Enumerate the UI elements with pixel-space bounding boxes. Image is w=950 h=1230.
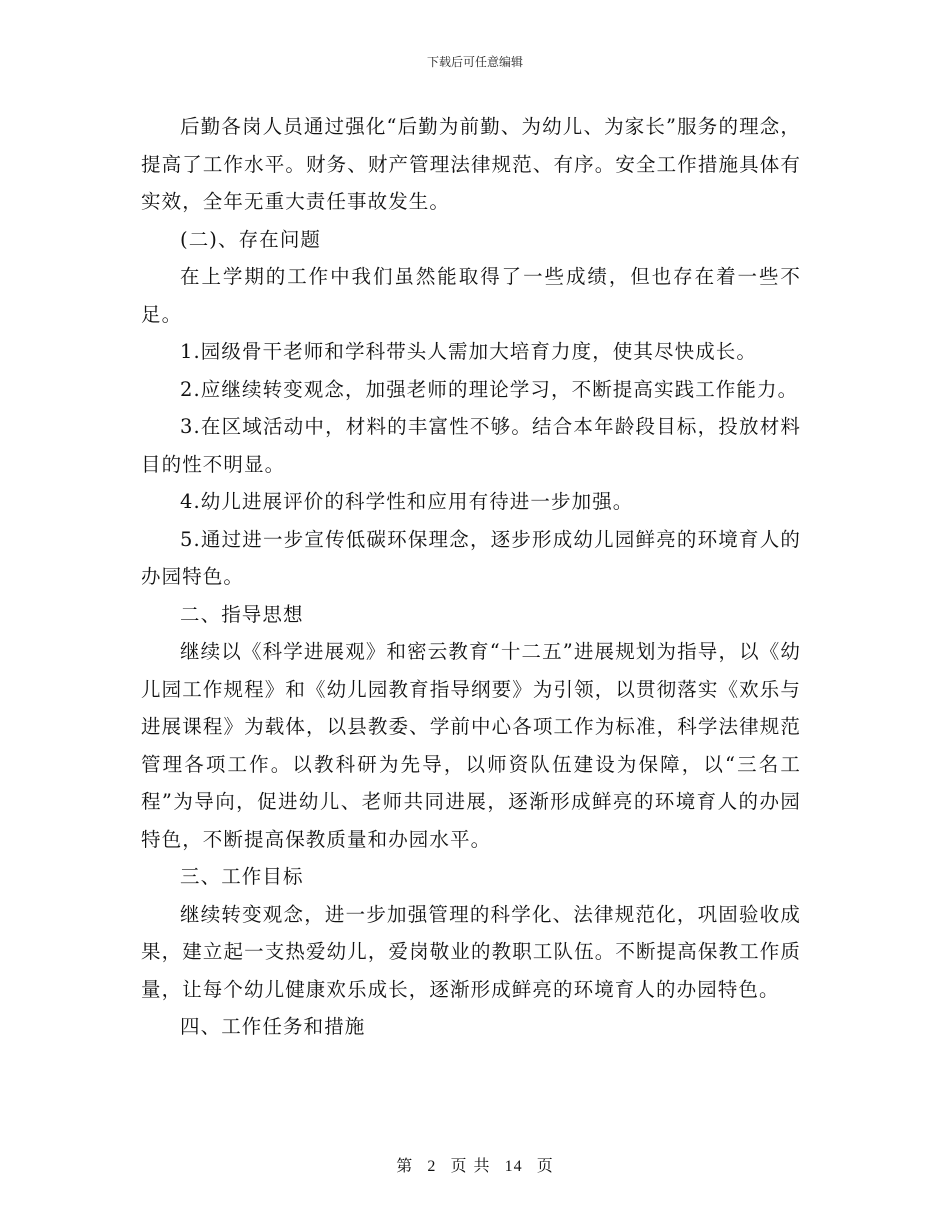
list-item-problem-4: 4.幼儿进展评价的科学性和应用有待进一步加强。 bbox=[180, 490, 634, 513]
list-item-problem-2: 2.应继续转变观念，加强老师的理论学习，不断提高实践工作能力。 bbox=[180, 377, 799, 401]
paragraph-logistics: 后勤各岗人员通过强化“后勤为前勤、为幼儿、为家长”服务的理念，提高了工作水平。财务、财产管理法律规范、有序。安全工作措施具体有实效，全年无重大责任事故发生。 bbox=[141, 115, 801, 213]
footer-page-number: 2 bbox=[427, 1158, 437, 1175]
footer-total-pages: 14 bbox=[504, 1158, 523, 1175]
heading-work-goals: 三、工作目标 bbox=[180, 865, 304, 888]
heading-guiding-ideology: 二、指导思想 bbox=[180, 602, 304, 626]
footer-suffix: 页 bbox=[536, 1156, 554, 1175]
footer-middle: 页 共 bbox=[450, 1156, 491, 1175]
heading-existing-problems: (二)、存在问题 bbox=[180, 227, 322, 251]
page-header: 下载后可任意编辑 bbox=[426, 55, 523, 69]
paragraph-problems-intro: 在上学期的工作中我们虽然能取得了一些成绩，但也存在着一些不足。 bbox=[141, 265, 801, 326]
list-item-problem-3: 3.在区域活动中，材料的丰富性不够。结合本年龄段目标，投放材料目的性不明显。 bbox=[141, 415, 801, 476]
page-footer bbox=[0, 1153, 950, 1176]
list-item-problem-5: 5.通过进一步宣传低碳环保理念，逐步形成幼儿园鲜亮的环境育人的办园特色。 bbox=[141, 527, 801, 588]
paragraph-work-goals: 继续转变观念，进一步加强管理的科学化、法律规范化，巩固验收成果，建立起一支热爱幼儿，爱岗敬业的教职工队伍。不断提高保教工作质量，让每个幼儿健康欢乐成长，逐渐形成鲜亮的环境育人的办园特色。 bbox=[141, 902, 801, 1001]
footer-prefix: 第 bbox=[396, 1156, 414, 1175]
heading-tasks-measures: 四、工作任务和措施 bbox=[180, 1015, 366, 1038]
paragraph-guiding-ideology: 继续以《科学进展观》和密云教育“十二五”进展规划为指导，以《幼儿园工作规程》和《幼儿园教育指导纲要》为引领，以贯彻落实《欢乐与进展课程》为载体，以县教委、学前中心各项工作为标准，科学法律规范管理各项工作。以教科研为先导，以师资队伍建设为保障，以“三名工程”为导向，促进幼儿、老师共同进展，逐渐形成鲜亮的环境育人的办园特色，不断提高保教质量和办园水平。 bbox=[141, 640, 801, 851]
document-body bbox=[141, 108, 801, 1046]
list-item-problem-1: 1.园级骨干老师和学科带头人需加大培育力度，使其尽快成长。 bbox=[180, 340, 758, 363]
